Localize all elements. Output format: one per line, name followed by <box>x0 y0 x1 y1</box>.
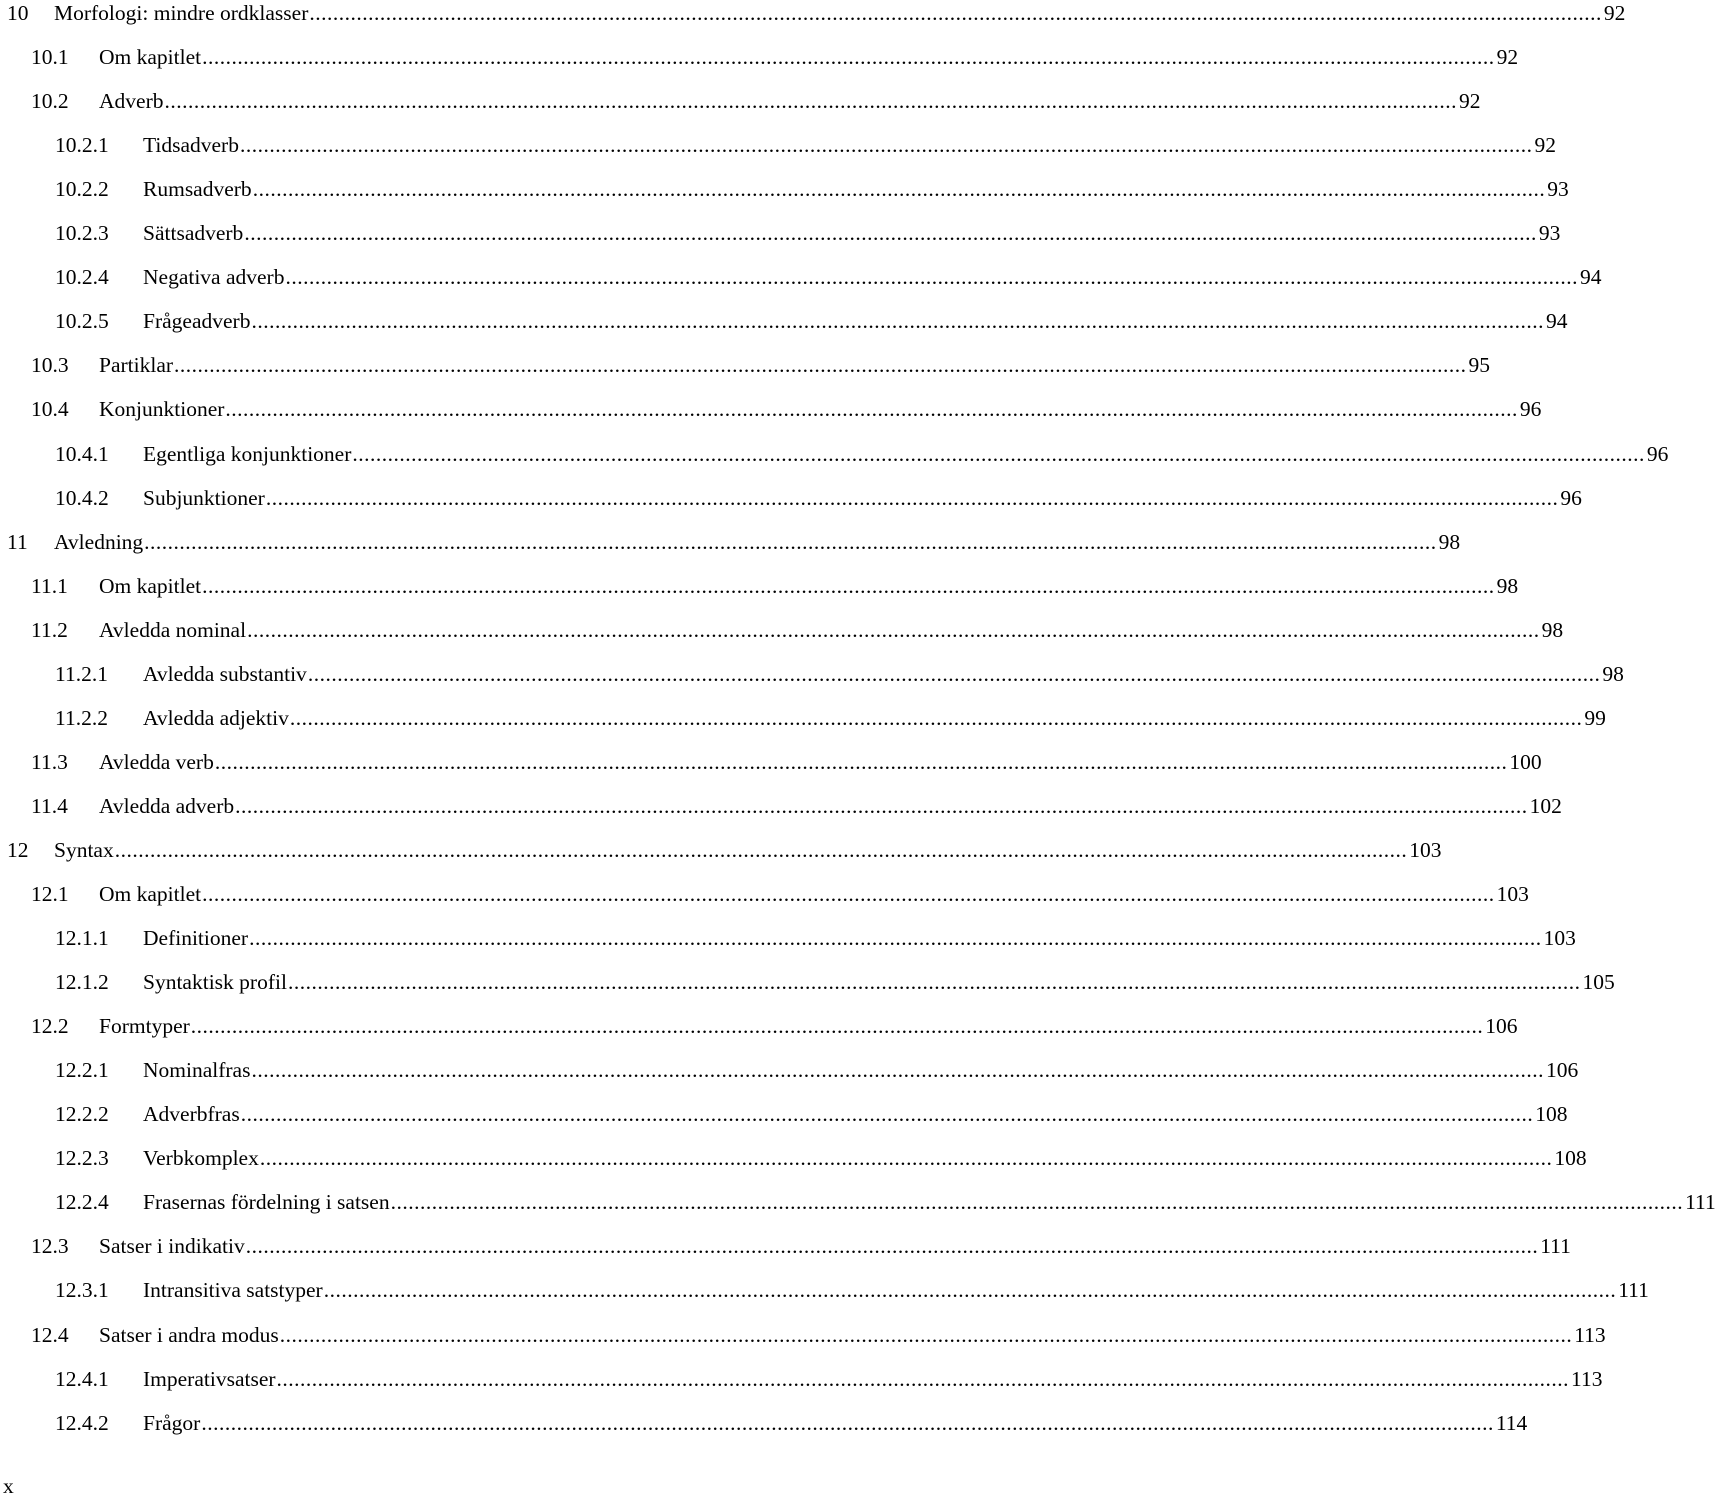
dot-leader: ............................................................................................................................................................................................................................ <box>174 353 1467 378</box>
toc-entry-title: Om kapitlet <box>99 45 202 70</box>
toc-entry[interactable] <box>0 1187 1716 1217</box>
toc-entry-number: 11.1 <box>31 573 68 598</box>
toc-entry[interactable] <box>0 1364 1603 1394</box>
toc-entry[interactable] <box>0 394 1542 424</box>
toc-entry-page: 105 <box>1582 970 1615 995</box>
toc-entry-number: 12.2.2 <box>55 1102 109 1127</box>
toc-entry-page: 106 <box>1485 1014 1518 1039</box>
toc-entry-title: Subjunktioner <box>143 485 265 510</box>
dot-leader: ............................................................................................................................................................................................................................ <box>144 529 1437 554</box>
toc-entry-line <box>143 306 1568 336</box>
toc-entry-title: Tidsadverb <box>143 133 239 158</box>
toc-entry-title: Definitioner <box>143 926 249 951</box>
toc-entry-page: 106 <box>1545 1058 1579 1083</box>
toc-entry-line <box>143 1364 1603 1394</box>
toc-entry-number: 10.3 <box>31 353 69 378</box>
toc-entry-line <box>99 791 1562 821</box>
toc-entry-page: 92 <box>1496 45 1519 70</box>
toc-entry-line <box>143 439 1669 469</box>
toc-entry-line <box>54 527 1461 557</box>
dot-leader: ............................................................................................................................................................................................................................ <box>307 661 1601 686</box>
toc-entry-line <box>143 130 1556 160</box>
toc-entry-line <box>143 1187 1716 1217</box>
toc-entry-line <box>143 1099 1568 1129</box>
toc-entry-title: Imperativsatser <box>143 1366 276 1391</box>
toc-entry-number: 12.3.1 <box>55 1278 109 1303</box>
toc-entry-page: 108 <box>1535 1102 1568 1127</box>
toc-entry[interactable] <box>0 747 1542 777</box>
toc-entry-title: Syntaktisk profil <box>143 970 287 995</box>
toc-entry-page: 113 <box>1574 1322 1606 1347</box>
toc-entry-number: 12 <box>7 837 29 862</box>
toc-entry-line <box>143 659 1624 689</box>
dot-leader: ............................................................................................................................................................................................................................ <box>259 1146 1553 1171</box>
toc-entry[interactable] <box>0 1231 1571 1261</box>
toc-entry[interactable] <box>0 86 1481 116</box>
toc-entry-number: 10.2.2 <box>55 177 109 202</box>
toc-entry-number: 10.4 <box>31 397 69 422</box>
toc-entry-title: Frasernas fördelning i satsen <box>143 1190 390 1215</box>
toc-entry-page: 96 <box>1646 441 1669 466</box>
dot-leader: ............................................................................................................................................................................................................................ <box>201 1410 1494 1435</box>
toc-entry-title: Verbkomplex <box>143 1146 259 1171</box>
toc-entry-number: 11.4 <box>31 793 68 818</box>
dot-leader: ............................................................................................................................................................................................................................ <box>244 221 1537 246</box>
toc-entry-title: Adverb <box>99 89 164 114</box>
dot-leader: ............................................................................................................................................................................................................................ <box>251 1058 1544 1083</box>
toc-entry-title: Formtyper <box>99 1014 190 1039</box>
toc-entry-title: Intransitiva satstyper <box>143 1278 323 1303</box>
toc-entry-title: Syntax <box>54 837 114 862</box>
toc-entry-number: 11.3 <box>31 749 68 774</box>
dot-leader: ............................................................................................................................................................................................................................ <box>164 89 1457 114</box>
toc-entry-number: 11.2 <box>31 617 68 642</box>
toc-entry[interactable] <box>0 615 1564 645</box>
toc-entry-title: Adverbfras <box>143 1102 240 1127</box>
toc-entry[interactable] <box>0 1099 1568 1129</box>
toc-entry-line <box>143 483 1582 513</box>
toc-entry-number: 12.3 <box>31 1234 69 1259</box>
dot-leader: ............................................................................................................................................................................................................................ <box>352 441 1645 466</box>
toc-entry-page: 111 <box>1540 1234 1571 1259</box>
toc-entry-number: 12.2.3 <box>55 1146 109 1171</box>
toc-entry-title: Negativa adverb <box>143 265 285 290</box>
toc-entry-title: Om kapitlet <box>99 573 202 598</box>
toc-entry[interactable] <box>0 571 1519 601</box>
toc-entry-title: Satser i andra modus <box>99 1322 279 1347</box>
toc-entry-number: 11.2.2 <box>55 705 108 730</box>
toc-entry-title: Avledda nominal <box>99 617 247 642</box>
dot-leader: ............................................................................................................................................................................................................................ <box>390 1190 1684 1215</box>
toc-entry-page: 102 <box>1529 793 1562 818</box>
toc-entry-page: 98 <box>1541 617 1564 642</box>
toc-entry[interactable] <box>0 1275 1649 1305</box>
toc-entry-line <box>143 1055 1579 1085</box>
toc-entry[interactable] <box>0 439 1669 469</box>
dot-leader: ............................................................................................................................................................................................................................ <box>285 265 1578 290</box>
dot-leader: ............................................................................................................................................................................................................................ <box>276 1366 1570 1391</box>
toc-entry-line <box>54 0 1626 28</box>
toc-entry-line <box>99 394 1542 424</box>
toc-entry-line <box>99 1320 1606 1350</box>
dot-leader: ............................................................................................................................................................................................................................ <box>245 1234 1539 1259</box>
toc-entry-number: 10.2.5 <box>55 309 109 334</box>
dot-leader: ............................................................................................................................................................................................................................ <box>289 705 1583 730</box>
toc-entry-line <box>99 1231 1571 1261</box>
toc-entry[interactable] <box>0 350 1491 380</box>
toc-entry-page: 113 <box>1571 1366 1603 1391</box>
toc-entry-number: 10.2 <box>31 89 69 114</box>
toc-entry[interactable] <box>0 1143 1587 1173</box>
toc-entry-title: Avledda verb <box>99 749 214 774</box>
toc-entry-title: Partiklar <box>99 353 174 378</box>
toc-entry-title: Om kapitlet <box>99 882 202 906</box>
toc-entry-number: 12.2.4 <box>55 1190 109 1215</box>
toc-entry-line <box>99 879 1529 909</box>
toc-entry-number: 10.2.3 <box>55 221 109 246</box>
toc-entry-page: 100 <box>1509 749 1542 774</box>
dot-leader: ............................................................................................................................................................................................................................ <box>265 485 1559 510</box>
toc-entry-page: 95 <box>1468 353 1491 378</box>
toc-entry[interactable] <box>0 703 1606 733</box>
toc-entry[interactable] <box>0 1408 1528 1438</box>
dot-leader: ............................................................................................................................................................................................................................ <box>309 1 1602 25</box>
toc-entry-page: 96 <box>1560 485 1582 510</box>
toc-entry-number: 10.2.1 <box>55 133 109 158</box>
toc-entry-title: Konjunktioner <box>99 397 225 422</box>
toc-entry-number: 12.1.1 <box>55 926 109 951</box>
toc-entry-title: Frågeadverb <box>143 309 251 334</box>
toc-entry-page: 98 <box>1496 573 1519 598</box>
toc-entry-number: 12.2 <box>31 1014 69 1039</box>
toc-entry-title: Avledning <box>54 529 144 554</box>
toc-entry-page: 114 <box>1495 1410 1528 1435</box>
dot-leader: ............................................................................................................................................................................................................................ <box>225 397 1518 422</box>
dot-leader: ............................................................................................................................................................................................................................ <box>239 133 1533 158</box>
toc-entry-title: Frågor <box>143 1410 201 1435</box>
toc-entry-line <box>54 835 1442 865</box>
toc-entry-page: 99 <box>1584 705 1606 730</box>
toc-entry[interactable] <box>0 483 1582 513</box>
dot-leader: ............................................................................................................................................................................................................................ <box>214 749 1508 774</box>
toc-entry-line <box>143 1143 1587 1173</box>
toc-entry-title: Nominalfras <box>143 1058 251 1083</box>
dot-leader: ............................................................................................................................................................................................................................ <box>202 573 1495 598</box>
dot-leader: ............................................................................................................................................................................................................................ <box>240 1102 1534 1127</box>
toc-entry-title: Avledda adverb <box>99 793 235 818</box>
toc-entry-page: 93 <box>1538 221 1561 246</box>
toc-entry[interactable] <box>0 174 1569 204</box>
toc-entry-line <box>143 923 1576 953</box>
toc-entry-line <box>143 703 1606 733</box>
toc-entry-line <box>99 615 1564 645</box>
dot-leader: ............................................................................................................................................................................................................................ <box>202 45 1495 70</box>
toc-entry-line <box>99 86 1481 116</box>
toc-entry[interactable] <box>0 42 1519 72</box>
toc-entry-line <box>143 218 1561 248</box>
toc-entry-line <box>99 350 1491 380</box>
toc-entry-line <box>143 967 1615 997</box>
toc-entry-page: 96 <box>1519 397 1542 422</box>
toc-entry-page: 103 <box>1496 882 1529 906</box>
toc-entry-number: 10.1 <box>31 45 69 70</box>
toc-entry-page: 94 <box>1579 265 1602 290</box>
toc-entry-line <box>143 262 1602 292</box>
toc-entry-page: 93 <box>1547 177 1569 202</box>
toc-entry-line <box>99 42 1519 72</box>
toc-entry-page: 98 <box>1602 661 1624 686</box>
toc-entry[interactable] <box>0 218 1561 248</box>
dot-leader: ............................................................................................................................................................................................................................ <box>114 837 1408 862</box>
dot-leader: ............................................................................................................................................................................................................................ <box>249 926 1542 951</box>
toc-entry[interactable] <box>0 791 1562 821</box>
dot-leader: ............................................................................................................................................................................................................................ <box>190 1014 1484 1039</box>
dot-leader: ............................................................................................................................................................................................................................ <box>323 1278 1617 1303</box>
toc-entry-page: 111 <box>1685 1190 1716 1215</box>
toc-entry-number: 11 <box>7 529 28 554</box>
toc-entry-page: 111 <box>1618 1278 1649 1303</box>
toc-entry[interactable] <box>0 1320 1606 1350</box>
toc-entry[interactable] <box>0 262 1602 292</box>
dot-leader: ............................................................................................................................................................................................................................ <box>279 1322 1573 1347</box>
toc-entry[interactable] <box>0 1011 1518 1041</box>
toc-entry-title: Satser i indikativ <box>99 1234 245 1259</box>
toc-entry[interactable] <box>0 967 1615 997</box>
toc-entry-page: 94 <box>1545 309 1568 334</box>
dot-leader: ............................................................................................................................................................................................................................ <box>247 617 1540 642</box>
toc-entry-line <box>99 1011 1518 1041</box>
toc-entry-page: 92 <box>1458 89 1481 114</box>
toc-entry-number: 12.4.2 <box>55 1410 109 1435</box>
toc-entry[interactable] <box>0 130 1556 160</box>
toc-entry-title: Rumsadverb <box>143 177 252 202</box>
toc-entry[interactable] <box>0 923 1576 953</box>
toc-entry[interactable] <box>0 879 1529 909</box>
toc-entry-number: 10 <box>7 1 29 25</box>
toc-entry-page: 92 <box>1534 133 1556 158</box>
dot-leader: ............................................................................................................................................................................................................................ <box>202 882 1495 906</box>
toc-entry-number: 12.4 <box>31 1322 69 1347</box>
toc-entry-page: 98 <box>1438 529 1461 554</box>
toc-entry-page: 103 <box>1543 926 1576 951</box>
dot-leader: ............................................................................................................................................................................................................................ <box>251 309 1544 334</box>
toc-entry-line <box>143 1275 1649 1305</box>
dot-leader: ............................................................................................................................................................................................................................ <box>287 970 1581 995</box>
toc-entry-page: 103 <box>1409 837 1442 862</box>
toc-entry[interactable] <box>0 1055 1579 1085</box>
toc-entry[interactable] <box>0 835 1442 865</box>
toc-entry-number: 10.2.4 <box>55 265 109 290</box>
toc-entry-number: 12.1 <box>31 882 69 906</box>
toc-entry-page: 108 <box>1554 1146 1587 1171</box>
toc-entry-line <box>143 174 1569 204</box>
toc-entry-number: 12.2.1 <box>55 1058 109 1083</box>
toc-entry-title: Avledda substantiv <box>143 661 307 686</box>
toc-entry[interactable] <box>0 0 1626 28</box>
toc-entry-title: Egentliga konjunktioner <box>143 441 352 466</box>
dot-leader: ............................................................................................................................................................................................................................ <box>252 177 1546 202</box>
toc-entry-line <box>143 1408 1528 1438</box>
toc-entry-number: 12.1.2 <box>55 970 109 995</box>
page-folio: x <box>3 1474 14 1498</box>
toc-entry-number: 12.4.1 <box>55 1366 109 1391</box>
toc-entry-title: Avledda adjektiv <box>143 705 289 730</box>
toc-entry[interactable] <box>0 659 1624 689</box>
toc-entry-number: 10.4.2 <box>55 485 109 510</box>
toc-entry[interactable] <box>0 527 1461 557</box>
toc-entry-line <box>99 747 1542 777</box>
toc-entry[interactable] <box>0 306 1568 336</box>
toc-entry-number: 10.4.1 <box>55 441 109 466</box>
toc-entry-title: Morfologi: mindre ordklasser <box>54 1 309 25</box>
toc-entry-line <box>99 571 1519 601</box>
toc-entry-title: Sättsadverb <box>143 221 244 246</box>
dot-leader: ............................................................................................................................................................................................................................ <box>235 793 1528 818</box>
toc-entry-page: 92 <box>1603 1 1626 25</box>
toc-entry-number: 11.2.1 <box>55 661 108 686</box>
